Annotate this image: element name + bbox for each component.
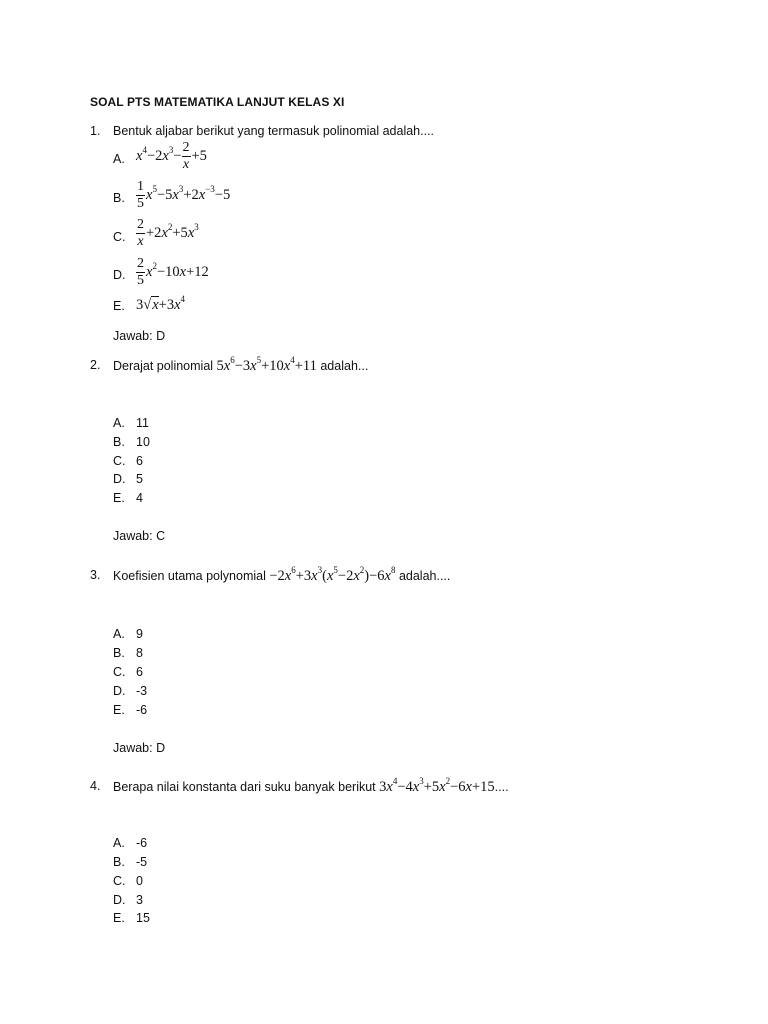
option-letter: C. bbox=[113, 454, 126, 468]
option-value: 3 bbox=[136, 893, 143, 907]
option-value: 6 bbox=[136, 454, 143, 468]
option-value: -3 bbox=[136, 684, 148, 698]
option-expression: $\frac{1}{5}$ $x^5-5x^3+2x^{-3}-5$ bbox=[137, 179, 231, 211]
question-number: 1. bbox=[90, 124, 101, 138]
page-title: SOAL PTS MATEMATIKA LANJUT KELAS XI bbox=[90, 95, 345, 109]
option-expression: $\frac{2}{5}$ $x^2-10x+12$ bbox=[137, 256, 209, 288]
question-text-after: .... bbox=[494, 780, 509, 794]
question-text bbox=[113, 776, 509, 796]
question-text-after: adalah... bbox=[320, 359, 369, 373]
option-value: -6 bbox=[136, 703, 148, 717]
option-letter: E. bbox=[113, 299, 125, 313]
question-number: 4. bbox=[90, 779, 101, 793]
option-letter: D. bbox=[113, 268, 126, 282]
question-text bbox=[113, 355, 369, 375]
question-expression: $5x^6-3x^5+10x^4+11$ bbox=[216, 355, 317, 374]
answer-text: Jawab: D bbox=[113, 741, 166, 755]
answer-text: Jawab: C bbox=[113, 529, 166, 543]
option-letter: D. bbox=[113, 893, 126, 907]
option-expression: $3√x+3x^4$ bbox=[136, 294, 186, 313]
option-letter: B. bbox=[113, 435, 125, 449]
option-value: -5 bbox=[136, 855, 148, 869]
option-value: 9 bbox=[136, 627, 143, 641]
option-value: 6 bbox=[136, 665, 143, 679]
question-text: Bentuk aljabar berikut yang termasuk polinomial adalah.... bbox=[113, 124, 435, 138]
question-text-before: Berapa nilai konstanta dari suku banyak berikut bbox=[113, 780, 376, 794]
question-text bbox=[113, 565, 451, 585]
option-letter: B. bbox=[113, 855, 125, 869]
option-letter: E. bbox=[113, 911, 125, 925]
option-letter: A. bbox=[113, 416, 125, 430]
option-letter: C. bbox=[113, 665, 126, 679]
question-expression: $3x^4-4x^3+5x^2-6x+15$ bbox=[379, 776, 495, 795]
option-letter: D. bbox=[113, 684, 126, 698]
question-text-before: Koefisien utama polynomial bbox=[113, 569, 266, 583]
option-value: 15 bbox=[136, 911, 150, 925]
question-text-after: adalah.... bbox=[398, 569, 451, 583]
option-value: 11 bbox=[136, 416, 149, 430]
option-letter: D. bbox=[113, 472, 126, 486]
option-value: 0 bbox=[136, 874, 143, 888]
option-letter: A. bbox=[113, 836, 125, 850]
option-letter: C. bbox=[113, 874, 126, 888]
option-expression: $\frac{2}{x}$ $+2x^2+5x^3$ bbox=[137, 217, 199, 249]
option-letter: E. bbox=[113, 491, 125, 505]
option-letter: B. bbox=[113, 191, 125, 205]
option-value: 4 bbox=[136, 491, 143, 505]
option-value: 5 bbox=[136, 472, 143, 486]
option-expression: $x^4-2x^3-$ $\frac{2}{x}$ +5 bbox=[136, 140, 207, 172]
answer-text: Jawab: D bbox=[113, 329, 166, 343]
question-expression: $-2x^6+3x^3(x^5-2x^2)-6x^8$ bbox=[269, 565, 396, 584]
question-number: 2. bbox=[90, 358, 101, 372]
option-value: 10 bbox=[136, 435, 150, 449]
option-letter: C. bbox=[113, 230, 126, 244]
question-text-before: Derajat polinomial bbox=[113, 359, 214, 373]
option-letter: A. bbox=[113, 152, 125, 166]
option-letter: E. bbox=[113, 703, 125, 717]
option-value: 8 bbox=[136, 646, 143, 660]
question-number: 3. bbox=[90, 568, 101, 582]
option-letter: B. bbox=[113, 646, 125, 660]
option-value: -6 bbox=[136, 836, 148, 850]
option-letter: A. bbox=[113, 627, 125, 641]
